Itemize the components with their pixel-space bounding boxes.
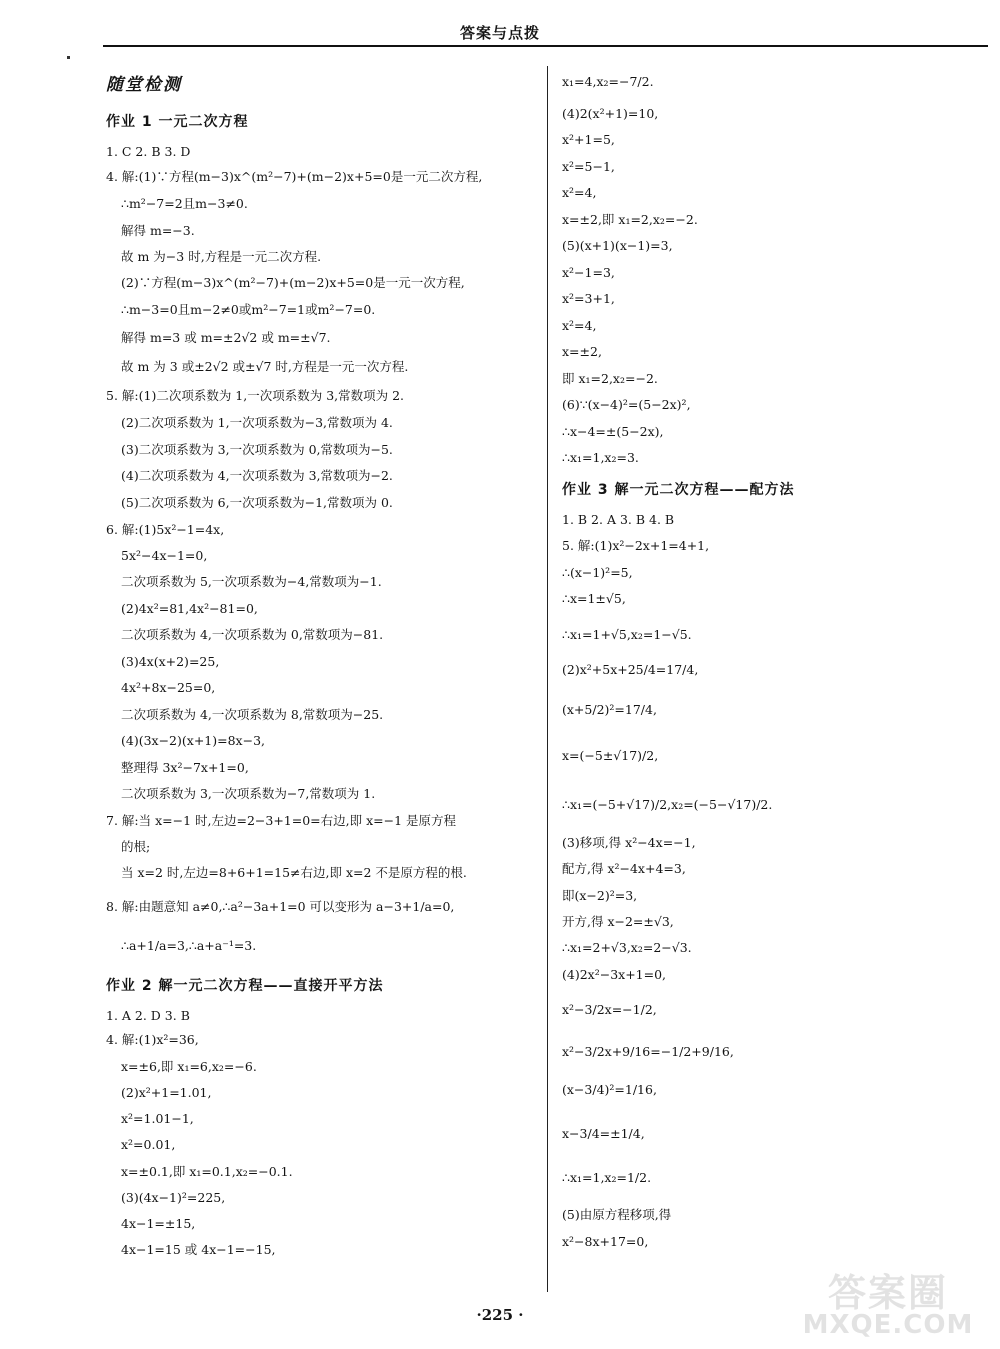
answer-line: 二次项系数为 4,一次项系数为 0,常数项为−81. [121,627,384,642]
answer-line: (x−3/4)²=1/16, [562,1082,657,1097]
answer-line: 当 x=2 时,左边=8+6+1=15≠右边,即 x=2 不是原方程的根. [121,865,467,880]
answer-line: x²−3/2x=−1/2, [562,1002,657,1017]
answer-line: (3)移项,得 x²−4x=−1, [562,835,696,850]
answer-line: ∴x₁=2+√3,x₂=2−√3. [562,940,692,955]
answer-line: 整理得 3x²−7x+1=0, [121,760,249,775]
answer-line: (5)(x+1)(x−1)=3, [562,238,673,253]
homework-title: 作业 3 解一元二次方程——配方法 [562,482,795,498]
header-rule [103,45,988,47]
answer-line: (3)二次项系数为 3,一次项系数为 0,常数项为−5. [121,442,393,457]
answer-line: x−3/4=±1/4, [562,1126,645,1141]
answer-line: ∴x₁=(−5+√17)/2,x₂=(−5−√17)/2. [562,797,773,812]
answer-line: x²=4, [562,185,597,200]
answer-line: 4x−1=±15, [121,1216,196,1231]
answer-line: 5x²−4x−1=0, [121,548,208,563]
column-divider [547,66,548,1292]
answer-line: 1. A 2. D 3. B [106,1008,190,1023]
answer-line: 二次项系数为 5,一次项系数为−4,常数项为−1. [121,574,382,589]
watermark-url: MXQE.COM [802,1310,974,1340]
answer-line: 开方,得 x−2=±√3, [562,914,674,929]
answer-line: (5)由原方程移项,得 [562,1207,672,1222]
answer-line: 1. B 2. A 3. B 4. B [562,512,675,527]
answer-line: 6. 解:(1)5x²−1=4x, [106,522,225,537]
answer-line: (4)2(x²+1)=10, [562,106,659,121]
answer-line: x=±0.1,即 x₁=0.1,x₂=−0.1. [121,1164,293,1179]
answer-line: 解得 m=3 或 m=±2√2 或 m=±√7. [121,330,331,345]
answer-line: 解得 m=−3. [121,223,195,238]
answer-line: x=±2, [562,344,602,359]
answer-line: ∴x₁=1,x₂=1/2. [562,1170,652,1185]
answer-line: (5)二次项系数为 6,一次项系数为−1,常数项为 0. [121,495,393,510]
answer-line: 5. 解:(1)x²−2x+1=4+1, [562,538,710,553]
answer-line: 4x²+8x−25=0, [121,680,216,695]
answer-line: (4)2x²−3x+1=0, [562,967,667,982]
answer-line: 的根; [121,839,151,854]
answer-line: (3)(4x−1)²=225, [121,1190,226,1205]
watermark-logo [788,1262,988,1342]
watermark-text: 答案圈 [827,1271,948,1315]
homework-title: 作业 1 一元二次方程 [106,114,249,130]
answer-line: (2)x²+5x+25/4=17/4, [562,662,699,677]
answer-line: x²−8x+17=0, [562,1234,649,1249]
margin-dot [67,56,70,59]
answer-line: ∴(x−1)²=5, [562,565,633,580]
answer-line: ∴x₁=1+√5,x₂=1−√5. [562,627,692,642]
answer-line: (4)二次项系数为 4,一次项系数为 3,常数项为−2. [121,468,393,483]
answer-line: x=(−5±√17)/2, [562,748,659,763]
answer-line: ∴m²−7=2且m−3≠0. [121,196,248,211]
answer-line: 4. 解:(1)∵方程(m−3)x^(m²−7)+(m−2)x+5=0是一元二次方程, [106,169,483,184]
answer-line: (2)二次项系数为 1,一次项系数为−3,常数项为 4. [121,415,393,430]
answer-line: x²=5−1, [562,159,615,174]
answer-line: x²=1.01−1, [121,1111,194,1126]
answer-line: 1. C 2. B 3. D [106,144,191,159]
answer-line: x²=3+1, [562,291,615,306]
answer-line: (2)4x²=81,4x²−81=0, [121,601,258,616]
answer-line: 二次项系数为 3,一次项系数为−7,常数项为 1. [121,786,376,801]
answer-line: 7. 解:当 x=−1 时,左边=2−3+1=0=右边,即 x=−1 是原方程 [106,813,457,828]
answer-line: 配方,得 x²−4x+4=3, [562,861,686,876]
answer-line: ∴m−3=0且m−2≠0或m²−7=1或m²−7=0. [121,302,376,317]
answer-line: (2)x²+1=1.01, [121,1085,212,1100]
answer-line: x²=0.01, [121,1137,176,1152]
answer-line: 8. 解:由题意知 a≠0,∴a²−3a+1=0 可以变形为 a−3+1/a=0, [106,899,455,914]
answer-line: x₁=4,x₂=−7/2. [562,74,654,89]
answer-line: 5. 解:(1)二次项系数为 1,一次项系数为 3,常数项为 2. [106,388,405,403]
answer-line: x=±6,即 x₁=6,x₂=−6. [121,1059,257,1074]
answer-line: 即(x−2)²=3, [562,888,638,903]
answer-line: 故 m 为 3 或±2√2 或±√7 时,方程是一元一次方程. [121,359,409,374]
answer-line: (6)∵(x−4)²=(5−2x)², [562,397,691,412]
answer-line: (3)4x(x+2)=25, [121,654,220,669]
answer-line: 4x−1=15 或 4x−1=−15, [121,1242,276,1257]
homework-title: 作业 2 解一元二次方程——直接开平方法 [106,978,384,994]
answer-line: ∴x=1±√5, [562,591,626,606]
page-number: ·225 · [476,1306,524,1324]
answer-line: ∴x₁=1,x₂=3. [562,450,639,465]
section-title: 随堂检测 [106,75,182,95]
answer-line: ∴a+1/a=3,∴a+a⁻¹=3. [121,938,257,953]
answer-line: ∴x−4=±(5−2x), [562,424,664,439]
answer-line: x²−1=3, [562,265,615,280]
answer-line: x²=4, [562,318,597,333]
answer-line: x²+1=5, [562,132,615,147]
answer-line: 4. 解:(1)x²=36, [106,1032,199,1047]
answer-line: x²−3/2x+9/16=−1/2+9/16, [562,1044,734,1059]
answer-line: (4)(3x−2)(x+1)=8x−3, [121,733,265,748]
answer-line: x=±2,即 x₁=2,x₂=−2. [562,212,698,227]
answer-line: 故 m 为−3 时,方程是一元二次方程. [121,249,322,264]
answer-line: (x+5/2)²=17/4, [562,702,657,717]
answer-line: 即 x₁=2,x₂=−2. [562,371,658,386]
running-header-title: 答案与点拨 [459,24,540,42]
answer-line: 二次项系数为 4,一次项系数为 8,常数项为−25. [121,707,384,722]
answer-line: (2)∵方程(m−3)x^(m²−7)+(m−2)x+5=0是一元一次方程, [121,275,465,290]
